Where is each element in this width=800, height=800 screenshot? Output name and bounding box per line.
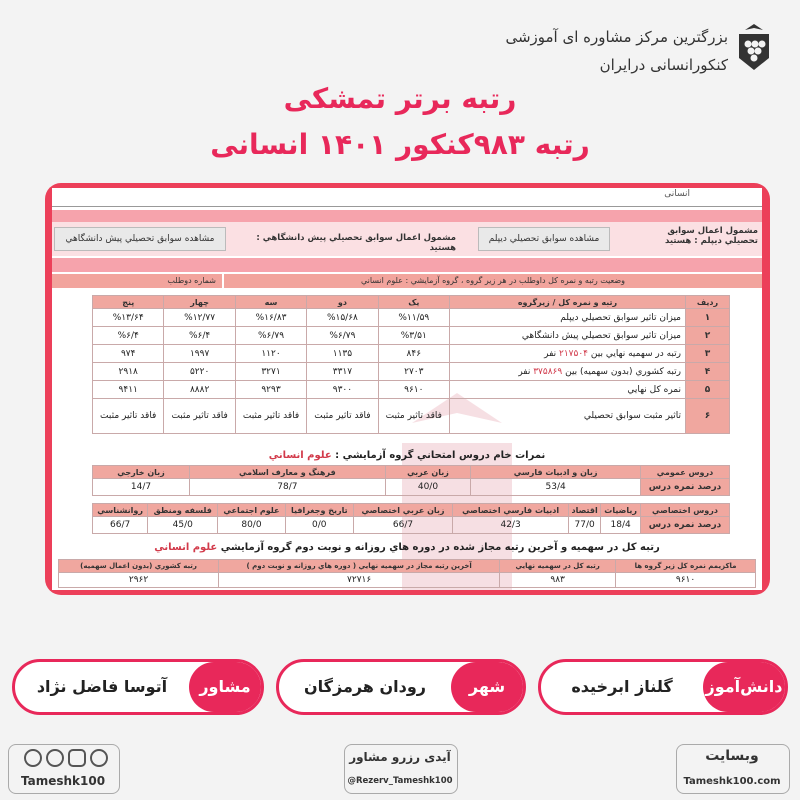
website-url[interactable]: Tameshk100.com: [683, 776, 781, 787]
raw-scores-group: علوم انساني: [268, 450, 332, 461]
cell: 42/3: [453, 517, 569, 534]
reserve-handle[interactable]: @Rezerv_Tameshk100: [347, 776, 453, 786]
cell: ۳۲۷۱: [235, 363, 306, 381]
cell: ۹۶۱۰: [378, 381, 449, 399]
cell: 53/4: [471, 479, 641, 496]
cell: %۳/۵۱: [378, 327, 449, 345]
col-header: ماكزيمم نمره كل زير گروه ها: [616, 560, 756, 573]
advisor-name: آتوسا فاضل نژاد: [36, 677, 168, 696]
city-name: رودان هرمزگان: [304, 677, 426, 696]
final-rank-group: علوم انساني: [154, 542, 218, 553]
top-strip-value: انسانی: [664, 189, 690, 199]
raw-scores-title: [52, 450, 762, 461]
table-row: [93, 517, 730, 534]
cell: 77/0: [569, 517, 601, 534]
cell: ۵۲۲۰: [164, 363, 235, 381]
row-number: ۶: [686, 399, 730, 434]
cell: ۹۷۴: [93, 345, 164, 363]
cell: ۱۹۹۷: [164, 345, 235, 363]
final-rank-table: [58, 559, 756, 588]
col-header: رتبه و نمره کل / زيرگروه: [450, 296, 686, 309]
row-number: ۵: [686, 381, 730, 399]
cell: %۱۳/۶۴: [93, 309, 164, 327]
table-row: [93, 309, 730, 327]
row-number: ۲: [686, 327, 730, 345]
cell: فاقد تاثير مثبت: [93, 399, 164, 434]
cell: ۱۱۳۵: [307, 345, 378, 363]
report-card: [52, 188, 762, 590]
final-rank-title-text: رتبه کل در سهميه و آخرين رتبه مجاز شده در دوره هاي روزانه و نوبت دوم گروه آزمايشي: [220, 542, 660, 553]
cell: فاقد تاثير مثبت: [164, 399, 235, 434]
cell: 66/7: [353, 517, 452, 534]
col-header: زبان و ادبيات فارسي: [471, 466, 641, 479]
table-row: [93, 381, 730, 399]
col-header: اقتصاد: [569, 504, 601, 517]
col-header: پنج: [93, 296, 164, 309]
col-header: زبان خارجي: [93, 466, 190, 479]
row-label: نمره کل نهايي: [450, 381, 686, 399]
status-bar: وضعيت رتبه و نمره کل داوطلب در هر زير گروه ، گروه آزمايشي : علوم انساني: [224, 274, 762, 288]
brand-name: کنکورانسانی درایران: [599, 56, 728, 74]
city-label: شهر: [451, 662, 523, 712]
advisor-pill: [12, 659, 264, 715]
cell: ۹۳۰۰: [307, 381, 378, 399]
col-header: رتبه کل در سهميه نهايي: [500, 560, 616, 573]
cell: ۸۴۶: [378, 345, 449, 363]
corner-header: دروس عمومي: [641, 466, 730, 479]
row-label-text: نفر: [518, 366, 534, 377]
cell: 40/0: [385, 479, 471, 496]
student-name: گلناز ابرخیده: [571, 677, 673, 696]
row-label: [450, 345, 686, 363]
row-label-text: نفر: [544, 348, 560, 359]
cell: ۹۲۹۳: [235, 381, 306, 399]
cell: فاقد تاثير مثبت: [307, 399, 378, 434]
table-row: [93, 399, 730, 434]
cell: %۱۶/۸۳: [235, 309, 306, 327]
cell: ۲۹۶۲: [59, 573, 219, 588]
records-row: [52, 222, 762, 256]
col-header: آخرين رتبه مجاز در سهميه نهايي ( دوره هاي روزانه و نوبت دوم ): [219, 560, 500, 573]
col-header: علوم اجتماعي: [218, 504, 285, 517]
cell: %۶/۷۹: [307, 327, 378, 345]
cell: %۱۲/۷۷: [164, 309, 235, 327]
col-header: تاريخ وجغرافيا: [285, 504, 353, 517]
tameshk-logo-icon: [733, 22, 775, 74]
col-header: سه: [235, 296, 306, 309]
city-pill: [276, 659, 526, 715]
footer-brand: Tameshk100: [20, 774, 106, 788]
raw-scores-title-text: نمرات خام دروس امتحاني گروه آزمايشي :: [335, 450, 546, 461]
reserve-title: آیدی رزرو مشاور: [349, 750, 451, 764]
table-row: [93, 345, 730, 363]
website-title: وبسایت: [705, 748, 759, 764]
divider-band: [52, 210, 762, 222]
row-label: ميزان تاثير سوابق تحصيلي ديپلم: [450, 309, 686, 327]
row-label-text: رتبه کشوري (بدون سهميه) بين: [562, 366, 681, 377]
row-label: درصد نمره درس: [641, 517, 730, 534]
row-label: درصد نمره درس: [641, 479, 730, 496]
col-header: رياضيات: [601, 504, 641, 517]
col-header: دو: [307, 296, 378, 309]
table-row: [93, 363, 730, 381]
row-label-count: ۲۱۷۵۰۴: [559, 348, 589, 359]
col-header: زبان عربي اختصاصي: [353, 504, 452, 517]
cell: ۹۸۳: [500, 573, 616, 588]
col-header: روانشناسي: [93, 504, 148, 517]
cell: ۹۴۱۱: [93, 381, 164, 399]
cell: ۷۲۷۱۶: [219, 573, 500, 588]
cell: %۶/۷۹: [235, 327, 306, 345]
cell: 14/7: [93, 479, 190, 496]
cell: ۲۹۱۸: [93, 363, 164, 381]
file-number-bar: [52, 274, 222, 288]
table-row: [93, 479, 730, 496]
col-header: فلسفه ومنطق: [148, 504, 218, 517]
table-row: [59, 573, 756, 588]
cell: فاقد تاثير مثبت: [378, 399, 449, 434]
cell: ۲۷۰۳: [378, 363, 449, 381]
page-subtitle: رتبه ۹۸۳کنکور ۱۴۰۱ انسانی: [210, 128, 590, 161]
cell: 0/0: [285, 517, 353, 534]
cell: %۱۱/۵۹: [378, 309, 449, 327]
cell: 66/7: [93, 517, 148, 534]
student-pill: [538, 659, 788, 715]
cell: فاقد تاثير مثبت: [235, 399, 306, 434]
divider-band: [52, 258, 762, 272]
view-diploma-records-button[interactable]: مشاهده سوابق تحصيلي ديپلم: [478, 227, 610, 251]
instagram-icon[interactable]: [68, 749, 86, 767]
page-title: رتبه برتر تمشکی: [283, 82, 517, 115]
row-label: تاثير مثبت سوابق تحصيلي: [450, 399, 686, 434]
cell: 78/7: [190, 479, 386, 496]
row-number: ۴: [686, 363, 730, 381]
col-header: زبان عربي: [385, 466, 471, 479]
cell: 45/0: [148, 517, 218, 534]
brand-tagline: بزرگترین مرکز مشاوره ای آموزشی: [505, 28, 728, 46]
cell: ۸۸۸۲: [164, 381, 235, 399]
row-label-text: رتبه در سهميه نهايي بين: [588, 348, 681, 359]
cell: %۶/۴: [93, 327, 164, 345]
final-rank-title: [52, 542, 762, 553]
row-number: ۳: [686, 345, 730, 363]
col-header: ادبيات فارسي اختصاصي: [453, 504, 569, 517]
cell: ۱۱۲۰: [235, 345, 306, 363]
telegram-icon[interactable]: [90, 749, 108, 767]
cell: 80/0: [218, 517, 285, 534]
table-row: [93, 327, 730, 345]
col-header: چهار: [164, 296, 235, 309]
cell: %۱۵/۶۸: [307, 309, 378, 327]
col-header: فرهنگ و معارف اسلامي: [190, 466, 386, 479]
subgroup-rank-table: [92, 295, 730, 434]
row-label: ميزان تاثير سوابق تحصيلي پيش دانشگاهي: [450, 327, 686, 345]
specialized-courses-table: [92, 503, 730, 534]
col-header: رتبه کشوري (بدون اعمال سهميه): [59, 560, 219, 573]
advisor-label: مشاور: [189, 662, 261, 712]
diploma-records-label: مشمول اعمال سوابق تحصيلي ديپلم : هستيد: [664, 226, 758, 246]
view-preuni-records-button[interactable]: مشاهده سوابق تحصيلي پيش دانشگاهي: [54, 227, 226, 251]
row-label-count: ۳۷۵۸۶۹: [533, 366, 563, 377]
student-label: دانش‌آموز: [703, 662, 785, 712]
preuni-records-label: مشمول اعمال سوابق تحصيلي پيش دانشگاهي : هستيد: [256, 233, 456, 253]
cell: ۳۳۱۷: [307, 363, 378, 381]
cell: 18/4: [601, 517, 641, 534]
col-header: رديف: [686, 296, 730, 309]
row-label: [450, 363, 686, 381]
row-number: ۱: [686, 309, 730, 327]
eitaa-icon[interactable]: [46, 749, 64, 767]
network-icon[interactable]: [24, 749, 42, 767]
corner-header: دروس اختصاصي: [641, 504, 730, 517]
col-header: يک: [378, 296, 449, 309]
general-courses-table: [92, 465, 730, 496]
file-number-label: شماره دوطلب: [167, 276, 216, 285]
top-strip: [52, 188, 762, 207]
cell: %۶/۴: [164, 327, 235, 345]
cell: ۹۶۱۰: [616, 573, 756, 588]
